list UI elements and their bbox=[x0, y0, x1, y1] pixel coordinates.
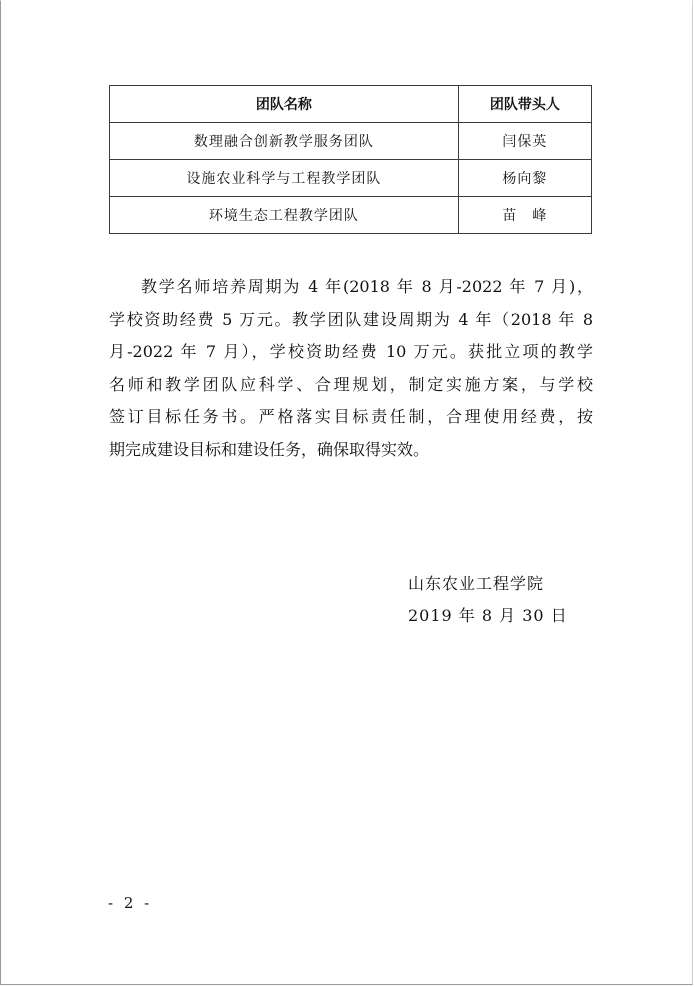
team-name-cell: 数理融合创新教学服务团队 bbox=[110, 123, 459, 160]
team-name-cell: 环境生态工程教学团队 bbox=[110, 197, 459, 234]
signature-organization: 山东农业工程学院 bbox=[408, 574, 545, 593]
paragraph-line: 名师和教学团队应科学、合理规划，制定实施方案，与学校 bbox=[109, 374, 593, 394]
team-leader-cell: 闫保英 bbox=[458, 123, 591, 160]
page-number: - 2 - bbox=[108, 894, 153, 912]
signature-block bbox=[408, 568, 568, 632]
signature-date: 2019 年 8 月 30 日 bbox=[408, 606, 568, 625]
table-header-row bbox=[110, 86, 592, 123]
table-row bbox=[110, 197, 592, 234]
paragraph-line: 月-2022 年 7 月），学校资助经费 10 万元。获批立项的教学 bbox=[109, 342, 593, 361]
table-row bbox=[110, 123, 592, 160]
paragraph-line: 签订目标任务书。严格落实目标责任制，合理使用经费，按 bbox=[109, 407, 593, 426]
team-name-cell: 设施农业科学与工程教学团队 bbox=[110, 160, 459, 197]
paragraph-line: 学校资助经费 5 万元。教学团队建设周期为 4 年（2018 年 8 bbox=[109, 309, 593, 329]
paragraph-line: 教学名师培养周期为 4 年(2018 年 8 月-2022 年 7 月)， bbox=[141, 277, 593, 296]
team-table bbox=[109, 85, 592, 234]
body-paragraph bbox=[109, 271, 593, 466]
paragraph-line: 期完成建设目标和建设任务，确保取得实效。 bbox=[109, 439, 430, 459]
table-row bbox=[110, 160, 592, 197]
team-leader-cell: 杨向黎 bbox=[458, 160, 591, 197]
team-leader-cell: 苗 峰 bbox=[458, 197, 591, 234]
header-team-name: 团队名称 bbox=[110, 86, 459, 123]
header-team-leader: 团队带头人 bbox=[458, 86, 591, 123]
